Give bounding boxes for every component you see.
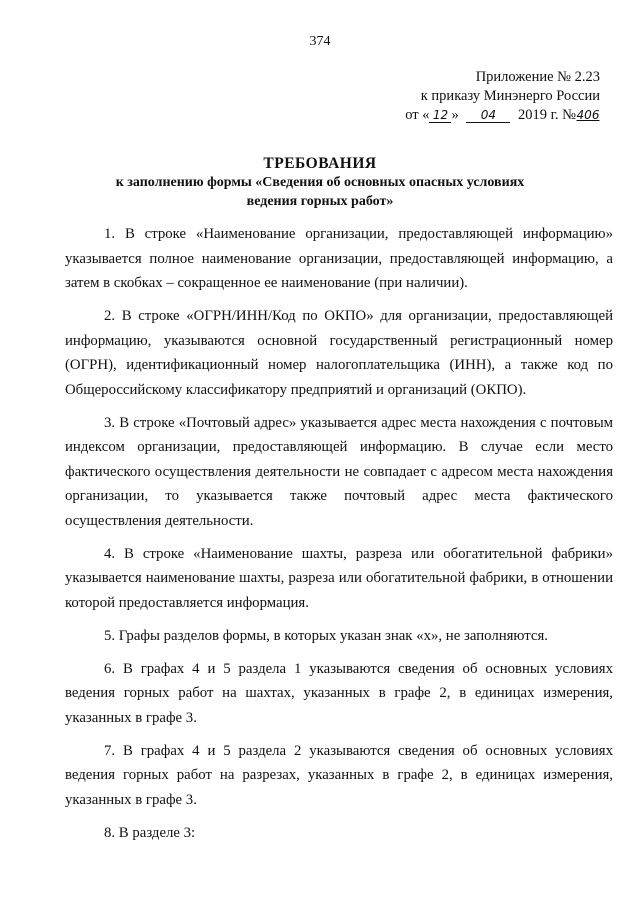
document-subtitle-line-1: к заполнению формы «Сведения об основных опасных условиях: [115, 175, 525, 190]
document-subtitle-line-2: ведения горных работ»: [246, 194, 394, 209]
paragraph-2: 2. В строке «ОГРН/ИНН/Код по ОКПО» для организации, предоставляющей информацию, указываются основной государственный регистрационный номер (ОГРН), идентификационный номер налогоплательщика (ИНН), а также код по Общероссийскому классификатору предприятий и организаций (ОКПО).: [65, 308, 613, 398]
handwritten-day: 12: [429, 108, 451, 123]
paragraph-7: 7. В графах 4 и 5 раздела 2 указываются сведения об основных условиях ведения горных работ на разрезах, указанных в графе 2, в единицах измерения, указанных в графе 3.: [65, 742, 613, 808]
document-body: [65, 222, 613, 854]
handwritten-month: 04: [466, 108, 510, 123]
document-title-block: [0, 154, 640, 211]
document-title: ТРЕБОВАНИЯ: [263, 155, 377, 172]
date-prefix: от «: [405, 107, 430, 123]
appendix-header: [405, 68, 600, 125]
paragraph-8: 8. В разделе 3:: [104, 824, 196, 841]
handwritten-order-number: 406: [576, 108, 600, 122]
date-year: 2019 г. №: [517, 107, 576, 123]
appendix-line-2: к приказу Минэнерго России: [420, 88, 600, 104]
paragraph-6: 6. В графах 4 и 5 раздела 1 указываются сведения об основных условиях ведения горных работ на шахтах, указанных в графе 2, в единицах измерения, указанных в графе 3.: [65, 660, 613, 726]
paragraph-1: 1. В строке «Наименование организации, предоставляющей информацию» указывается полное наименование организации, предоставляющей информацию, а затем в скобках – сокращенное ее наименование (при наличии).: [65, 226, 613, 291]
paragraph-5: 5. Графы разделов формы, в которых указан знак «х», не заполняются.: [104, 627, 549, 644]
paragraph-4: 4. В строке «Наименование шахты, разреза или обогатительной фабрики» указывается наименование шахты, разреза или обогатительной фабрики, в отношении которой предоставляется информация.: [65, 545, 613, 611]
date-separator: »: [451, 107, 459, 123]
page-number: 374: [309, 34, 331, 49]
paragraph-3: 3. В строке «Почтовый адрес» указывается адрес места нахождения с почтовым индексом организации, предоставляющей информацию. В случае если место фактического осуществления деятельности не совпадает с адресом места нахождения организации, то указывается также почтовый адрес места фактического осуществления деятельности.: [65, 414, 613, 529]
appendix-line-1: Приложение № 2.23: [475, 69, 600, 85]
appendix-date-line: [405, 106, 600, 125]
